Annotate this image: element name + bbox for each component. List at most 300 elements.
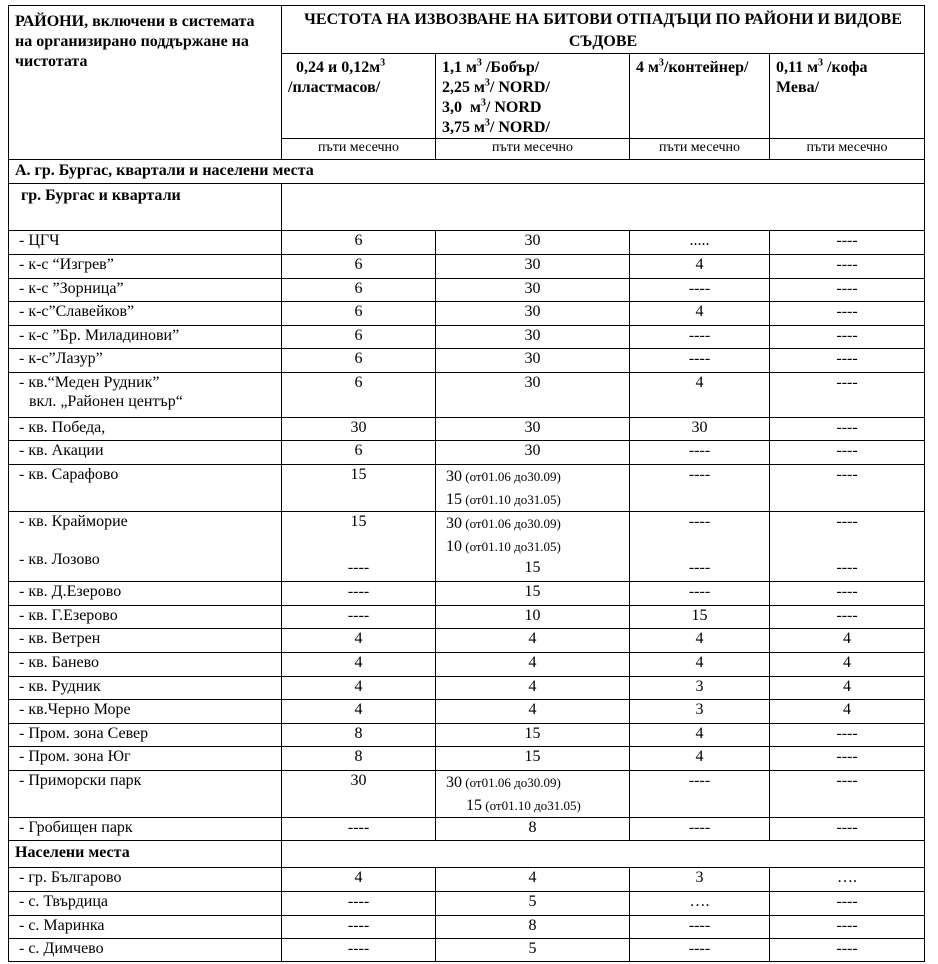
freq-meva-value: …. [837, 869, 858, 886]
freq-bobar-value [442, 535, 623, 558]
district-name: - гр. Българово [19, 869, 122, 886]
freq-bobar-cell [436, 700, 630, 724]
freq-plastic-cell [282, 302, 436, 326]
freq-bobar-value [442, 868, 623, 887]
freq-container-cell [630, 939, 770, 962]
unit-label: пъти месечно [436, 139, 630, 160]
freq-plastic-value: 4 [354, 630, 363, 647]
table-row [9, 441, 925, 465]
table-row [9, 916, 925, 939]
freq-container-cell [630, 677, 770, 700]
col-header-bobar-line2: 2,25 $м^3/$ NORD/ [442, 77, 550, 96]
freq-bobar-cell [436, 465, 630, 512]
freq-container-value: 4 [695, 374, 704, 391]
freq-container-value: ---- [688, 442, 711, 459]
district-name-cell [9, 606, 282, 629]
freq-bobar-value [442, 677, 623, 696]
district-name-cell [9, 700, 282, 724]
freq-bobar-value [442, 418, 623, 437]
freq-meva-value: ---- [836, 419, 858, 436]
section-a-title: А. гр. Бургас, квартали и населени места [9, 160, 925, 184]
freq-plastic-cell [282, 939, 436, 962]
freq-container-value: ---- [688, 513, 711, 530]
freq-bobar-value-value: 15 [524, 559, 541, 576]
col-header-bobar-line1: 1,1 $м^3$ /Бобър/ [442, 57, 540, 76]
freq-meva-cell [770, 512, 925, 582]
freq-plastic-value: 30 [350, 772, 367, 789]
subsection-settlements: Населени места [9, 841, 282, 868]
freq-bobar-value-period: (от01.10 до31.05) [462, 492, 561, 507]
freq-meva-value: 4 [843, 701, 852, 718]
district-name: - кв. Сарафово [19, 466, 119, 483]
freq-container-value: 4 [695, 256, 704, 273]
freq-bobar-cell [436, 892, 630, 916]
district-name: - кв. Крайморие [19, 513, 128, 530]
district-name-cell [9, 677, 282, 700]
district-name-cell [9, 818, 282, 841]
district-name-cell [9, 747, 282, 771]
district-name: - кв. Банево [19, 654, 100, 671]
freq-meva-cell [770, 441, 925, 465]
freq-container-cell [630, 418, 770, 441]
freq-bobar-value-value: 30 [446, 468, 462, 485]
freq-container-cell [630, 868, 770, 892]
freq-bobar-value-value: 4 [528, 654, 537, 671]
freq-meva-cell [770, 326, 925, 349]
table-row [9, 349, 925, 373]
settlements-subsection-row [9, 841, 925, 868]
freq-container-cell [630, 231, 770, 255]
freq-container-cell [630, 629, 770, 653]
freq-meva-value: ---- [836, 303, 858, 320]
freq-container-cell [630, 349, 770, 373]
freq-plastic-value: 4 [354, 869, 363, 886]
table-row [9, 629, 925, 653]
freq-meva-value: ---- [836, 350, 858, 367]
district-name-cell [9, 512, 282, 582]
freq-plastic-value: ---- [347, 819, 370, 836]
freq-bobar-value [442, 326, 623, 345]
district-name: - Пром. зона Юг [19, 748, 131, 765]
freq-plastic-cell [282, 916, 436, 939]
freq-bobar-cell [436, 302, 630, 326]
freq-container-value: ---- [688, 819, 711, 836]
freq-plastic-cell [282, 724, 436, 747]
freq-meva-cell [770, 349, 925, 373]
freq-plastic-value: 6 [354, 442, 363, 459]
freq-meva-value: ---- [836, 917, 858, 934]
freq-meva-value: ---- [836, 559, 858, 576]
table-row [9, 465, 925, 512]
freq-plastic-cell [282, 629, 436, 653]
district-name: - к-с”Лазур” [19, 350, 103, 367]
table-row [9, 373, 925, 418]
freq-meva-value: 4 [843, 678, 852, 695]
table-row [9, 326, 925, 349]
freq-plastic-value: 6 [354, 232, 363, 249]
freq-bobar-cell [436, 279, 630, 302]
freq-bobar-value [442, 441, 623, 460]
table-row [9, 418, 925, 441]
col-header-meva-line2: Мева/ [776, 79, 820, 96]
freq-meva-value: ---- [836, 725, 858, 742]
freq-meva-cell [770, 465, 925, 512]
freq-container-cell [630, 700, 770, 724]
freq-meva-cell [770, 892, 925, 916]
district-name: - кв.Черно Море [19, 701, 131, 718]
freq-plastic-value: 8 [354, 725, 363, 742]
freq-bobar-value [442, 818, 623, 837]
freq-bobar-value-value: 8 [528, 917, 537, 934]
freq-meva-cell [770, 818, 925, 841]
freq-bobar-value-period: (от01.10 до31.05) [462, 539, 561, 554]
freq-container-cell [630, 653, 770, 677]
district-name-cell [9, 255, 282, 279]
freq-plastic-value: 6 [354, 256, 363, 273]
freq-bobar-cell [436, 916, 630, 939]
freq-container-cell [630, 441, 770, 465]
freq-bobar-value-value: 4 [528, 869, 537, 886]
table-row [9, 747, 925, 771]
freq-container-value: ---- [688, 327, 711, 344]
freq-container-value: 3 [695, 678, 704, 695]
district-name: - Пром. зона Север [19, 725, 149, 742]
freq-meva-cell [770, 606, 925, 629]
freq-container-value: 4 [695, 748, 704, 765]
freq-container-value: 4 [695, 654, 704, 671]
freq-plastic-cell [282, 582, 436, 606]
freq-meva-cell [770, 700, 925, 724]
freq-bobar-value [442, 771, 623, 794]
freq-bobar-value [442, 939, 623, 958]
freq-bobar-value-value: 30 [524, 350, 541, 367]
district-name-cell [9, 653, 282, 677]
freq-bobar-value [442, 582, 623, 601]
freq-plastic-value: 6 [354, 374, 363, 391]
freq-meva-cell [770, 418, 925, 441]
table-row [9, 653, 925, 677]
freq-plastic-value: 15 [350, 466, 367, 483]
district-name: - кв.“Меден Рудник” [19, 374, 160, 391]
freq-container-cell [630, 606, 770, 629]
freq-bobar-value [442, 558, 623, 577]
freq-plastic-cell [282, 441, 436, 465]
freq-plastic-value: ---- [347, 559, 370, 576]
freq-meva-cell [770, 231, 925, 255]
freq-plastic-value: 4 [354, 701, 363, 718]
freq-bobar-value-value: 10 [446, 538, 462, 555]
freq-bobar-value [442, 629, 623, 648]
freq-bobar-value [442, 606, 623, 625]
district-name: - Гробищен парк [19, 819, 133, 836]
freq-meva-cell [770, 724, 925, 747]
freq-bobar-value [442, 231, 623, 250]
col-header-plastic [282, 54, 436, 139]
freq-plastic-cell [282, 418, 436, 441]
freq-plastic-cell [282, 326, 436, 349]
freq-plastic-value: ---- [347, 917, 370, 934]
regions-header: РАЙОНИ, включени в системата на организирано поддържане на чистотата [9, 6, 282, 160]
freq-container-cell [630, 747, 770, 771]
freq-meva-value: ---- [836, 374, 858, 391]
freq-meva-cell [770, 916, 925, 939]
freq-meva-value: ---- [836, 256, 858, 273]
table-row [9, 279, 925, 302]
table-row [9, 512, 925, 582]
freq-container-cell [630, 818, 770, 841]
freq-container-cell [630, 512, 770, 582]
freq-bobar-value-period: (от01.06 до30.09) [462, 775, 561, 790]
freq-meva-cell [770, 677, 925, 700]
district-name: - Приморски парк [19, 772, 142, 789]
freq-bobar-cell [436, 818, 630, 841]
freq-bobar-cell [436, 231, 630, 255]
freq-plastic-cell [282, 349, 436, 373]
district-name-cell [9, 279, 282, 302]
freq-bobar-value-value: 30 [524, 327, 541, 344]
freq-bobar-cell [436, 582, 630, 606]
table-row [9, 606, 925, 629]
freq-bobar-value-value: 15 [466, 797, 482, 814]
freq-bobar-value-value: 5 [528, 893, 537, 910]
district-name-cell [9, 441, 282, 465]
freq-bobar-cell [436, 747, 630, 771]
subsection-settlements-empty [282, 841, 925, 868]
freq-plastic-value: 8 [354, 748, 363, 765]
district-name: - с. Маринка [19, 917, 105, 934]
freq-meva-cell [770, 582, 925, 606]
freq-bobar-cell [436, 326, 630, 349]
col-header-meva [770, 54, 925, 139]
freq-container-value: 4 [695, 725, 704, 742]
freq-bobar-value-value: 4 [528, 701, 537, 718]
freq-bobar-value [442, 794, 623, 817]
freq-container-value: …. [689, 893, 710, 910]
district-name: - к-с “Изгрев” [19, 256, 114, 273]
freq-plastic-value: 6 [354, 280, 363, 297]
col-header-bobar-line4: 3,75 $м^3/$ NORD/ [442, 117, 550, 136]
freq-plastic-cell [282, 868, 436, 892]
spacer [776, 531, 918, 558]
district-name-cell [9, 349, 282, 373]
freq-meva-value: ---- [836, 748, 858, 765]
freq-meva-value: ---- [836, 442, 858, 459]
col-header-plastic-line1: 0,24 и $0,12м^3$ [296, 57, 386, 76]
freq-container-value: ---- [688, 280, 711, 297]
freq-bobar-value-value: 15 [524, 725, 541, 742]
freq-bobar-cell [436, 629, 630, 653]
district-name: - кв. Лозово [19, 551, 100, 568]
freq-meva-value: ---- [836, 513, 858, 530]
freq-plastic-value: 6 [354, 327, 363, 344]
district-name-cell [9, 465, 282, 512]
freq-meva-cell [770, 868, 925, 892]
table-row [9, 582, 925, 606]
freq-meva-cell [770, 279, 925, 302]
freq-bobar-value-period: (от01.06 до30.09) [462, 516, 561, 531]
col-header-container-line1: 4 $м^3/контейнер/$ [636, 57, 749, 76]
freq-plastic-value: ---- [347, 940, 370, 957]
frequency-table [8, 5, 925, 962]
district-name: - к-с ”Зорница” [19, 280, 124, 297]
freq-plastic-cell [282, 606, 436, 629]
freq-plastic-cell [282, 373, 436, 418]
district-name: - кв. Акации [19, 442, 104, 459]
freq-meva-cell [770, 302, 925, 326]
freq-plastic-cell [282, 700, 436, 724]
col-header-container [630, 54, 770, 139]
col-header-plastic-line2: /пластмасов/ [288, 79, 381, 96]
frequency-header: ЧЕСТОТА НА ИЗВОЗВАНЕ НА БИТОВИ ОТПАДЪЦИ ПО РАЙОНИ И ВИДОВЕ СЪДОВЕ [282, 6, 925, 54]
freq-container-value: ---- [688, 772, 711, 789]
freq-container-cell [630, 373, 770, 418]
freq-meva-value: ---- [836, 772, 858, 789]
freq-plastic-value: ---- [347, 607, 370, 624]
freq-meva-value: ---- [836, 607, 858, 624]
freq-container-cell [630, 255, 770, 279]
freq-bobar-value-value: 15 [446, 491, 462, 508]
spacer [288, 531, 429, 558]
col-header-meva-line1: 0,11 $м^3$ /кофа [776, 57, 868, 76]
freq-container-cell [630, 724, 770, 747]
district-name: - кв. Победа, [19, 419, 106, 436]
freq-plastic-cell [282, 677, 436, 700]
unit-label: пъти месечно [282, 139, 436, 160]
freq-meva-value: ---- [836, 583, 858, 600]
table-row [9, 771, 925, 818]
freq-bobar-cell [436, 606, 630, 629]
table-row [9, 939, 925, 962]
freq-plastic-value: 15 [350, 513, 367, 530]
freq-meva-value: 4 [843, 630, 852, 647]
subsection-burgas: гр. Бургас и квартали [9, 184, 282, 231]
freq-bobar-cell [436, 373, 630, 418]
freq-bobar-cell [436, 255, 630, 279]
freq-container-value: 15 [691, 607, 708, 624]
freq-container-value: ---- [688, 583, 711, 600]
freq-bobar-value-value: 30 [524, 232, 541, 249]
freq-bobar-cell [436, 771, 630, 818]
freq-bobar-cell [436, 418, 630, 441]
freq-bobar-value [442, 279, 623, 298]
district-name: - к-с”Славейков” [19, 303, 135, 320]
spacer [636, 531, 763, 558]
freq-container-cell [630, 892, 770, 916]
freq-container-value: 30 [691, 419, 708, 436]
freq-bobar-value-value: 4 [528, 630, 537, 647]
freq-container-value: ---- [688, 940, 711, 957]
freq-bobar-cell [436, 349, 630, 373]
freq-plastic-value: 30 [350, 419, 367, 436]
freq-container-cell [630, 326, 770, 349]
freq-bobar-value-period: (от01.10 до31.05) [482, 798, 581, 813]
district-name: - к-с ”Бр. Миладинови” [19, 327, 180, 344]
freq-bobar-value [442, 653, 623, 672]
freq-plastic-cell [282, 747, 436, 771]
table-row [9, 302, 925, 326]
district-name-cell [9, 771, 282, 818]
freq-plastic-value: ---- [347, 893, 370, 910]
freq-bobar-value-value: 8 [528, 819, 537, 836]
freq-container-value: 4 [695, 303, 704, 320]
freq-container-cell [630, 465, 770, 512]
freq-container-value: 4 [695, 630, 704, 647]
freq-bobar-value [442, 700, 623, 719]
district-name: - ЦГЧ [19, 232, 60, 249]
freq-plastic-value: 4 [354, 678, 363, 695]
freq-container-value: ---- [688, 559, 711, 576]
freq-bobar-value-value: 4 [528, 678, 537, 695]
freq-meva-cell [770, 939, 925, 962]
freq-container-cell [630, 771, 770, 818]
freq-bobar-value [442, 255, 623, 274]
freq-container-cell [630, 582, 770, 606]
freq-container-value: ---- [688, 917, 711, 934]
district-name: - кв. Г.Езерово [19, 607, 118, 624]
table-row [9, 868, 925, 892]
freq-meva-value: ---- [836, 893, 858, 910]
district-name: вкл. „Районен център“ [29, 393, 183, 410]
freq-meva-value: ---- [836, 327, 858, 344]
district-name-cell [9, 373, 282, 418]
freq-meva-value: ---- [836, 232, 858, 249]
district-name: - кв. Д.Езерово [19, 583, 122, 600]
freq-plastic-cell [282, 892, 436, 916]
freq-plastic-value: 6 [354, 303, 363, 320]
freq-bobar-value [442, 373, 623, 392]
table-row [9, 724, 925, 747]
freq-meva-value: ---- [836, 280, 858, 297]
district-name: - с. Твърдица [19, 893, 108, 910]
district-name-cell [9, 302, 282, 326]
subsection-burgas-empty [282, 184, 925, 231]
freq-bobar-value [442, 512, 623, 535]
freq-bobar-cell [436, 939, 630, 962]
district-name-cell [9, 326, 282, 349]
freq-container-cell [630, 916, 770, 939]
freq-bobar-value [442, 724, 623, 743]
freq-bobar-value-value: 30 [524, 303, 541, 320]
freq-meva-value: ---- [836, 819, 858, 836]
freq-container-cell [630, 279, 770, 302]
freq-plastic-cell [282, 279, 436, 302]
table-row [9, 818, 925, 841]
table-row [9, 677, 925, 700]
table-row [9, 231, 925, 255]
freq-meva-cell [770, 653, 925, 677]
freq-container-value: ---- [688, 466, 711, 483]
table-row [9, 255, 925, 279]
freq-meva-cell [770, 771, 925, 818]
freq-plastic-cell [282, 818, 436, 841]
district-name-cell [9, 582, 282, 606]
freq-bobar-value-value: 30 [446, 774, 462, 791]
freq-bobar-value-value: 5 [528, 940, 537, 957]
district-name-cell [9, 892, 282, 916]
freq-plastic-cell [282, 231, 436, 255]
freq-container-value: ..... [689, 232, 710, 249]
district-name-cell [9, 939, 282, 962]
col-header-bobar [436, 54, 630, 139]
freq-bobar-value [442, 892, 623, 911]
freq-bobar-cell [436, 441, 630, 465]
freq-plastic-value: 4 [354, 654, 363, 671]
unit-label: пъти месечно [770, 139, 925, 160]
freq-bobar-value-value: 30 [524, 256, 541, 273]
freq-bobar-cell [436, 653, 630, 677]
freq-bobar-value-value: 30 [524, 419, 541, 436]
freq-bobar-value [442, 465, 623, 488]
